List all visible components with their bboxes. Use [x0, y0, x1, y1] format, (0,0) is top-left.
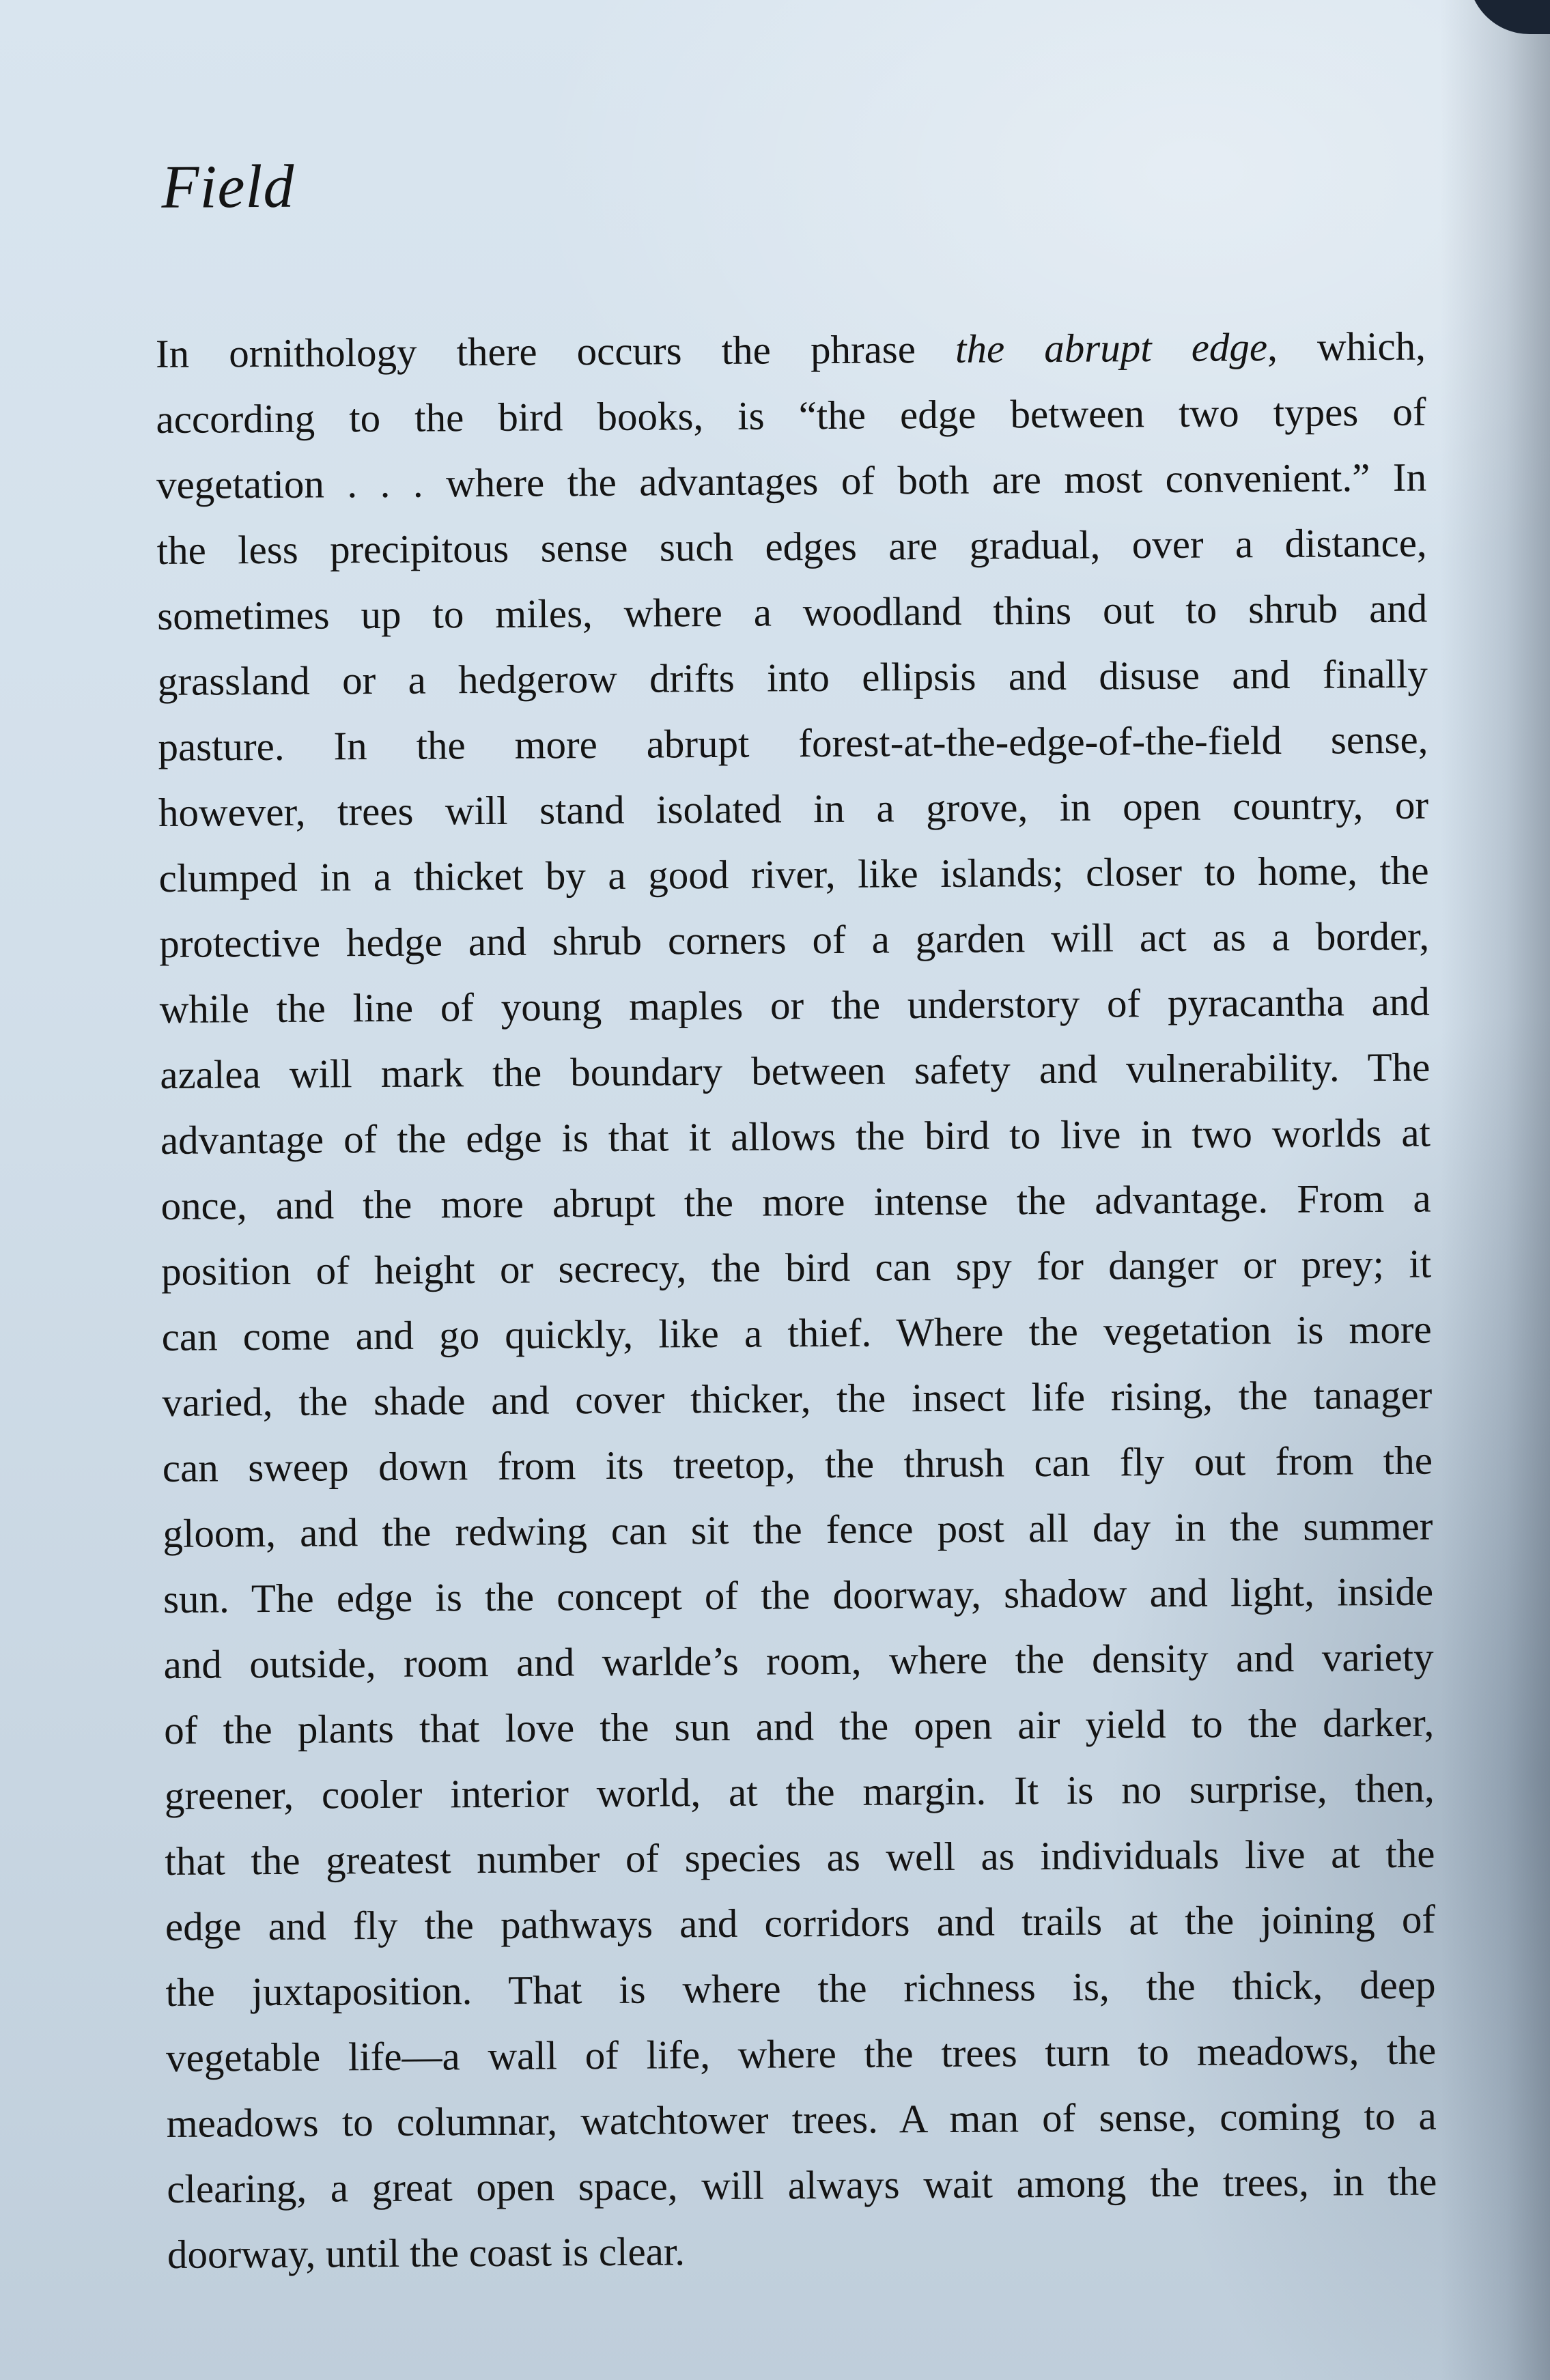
text-line: according to the bird books, is “the edge between two types of	[156, 388, 1426, 442]
text-line: vegetation . . . where the advantages of both are most convenient.” In	[156, 454, 1427, 507]
text-line: edge and fly the pathways and corridors and trails at the joining of	[165, 1896, 1436, 1949]
text-line: clumped in a thicket by a good river, like islands; closer to home, the	[158, 847, 1429, 901]
text-line: In ornithology there occurs the phrase the abrupt edge, which,	[155, 323, 1426, 376]
text-line: can sweep down from its treetop, the thrush can fly out from the	[162, 1437, 1433, 1490]
text-line: however, trees will stand isolated in a grove, in open country, or	[158, 782, 1429, 835]
text-line: gloom, and the redwing can sit the fence post all day in the summer	[163, 1503, 1433, 1556]
italic-phrase: the abrupt edge	[955, 324, 1268, 371]
text-line: that the greatest number of species as well as individuals live at the	[165, 1830, 1435, 1884]
text-line: position of height or secrecy, the bird can spy for danger or prey; it	[160, 1241, 1432, 1294]
page-title: Field	[161, 152, 295, 221]
text-block	[154, 129, 1437, 2287]
text-line: once, and the more abrupt the more intense the advantage. From a	[160, 1175, 1431, 1228]
text-line: doorway, until the coast is clear.	[167, 2228, 686, 2277]
text-line: clearing, a great open space, will always wait among the trees, in the	[167, 2158, 1437, 2211]
body-paragraph	[156, 313, 1438, 2287]
text-line: grassland or a hedgerow drifts into ellipsis and disuse and finally	[157, 651, 1428, 704]
text-line: while the line of young maples or the understory of pyracantha and	[159, 978, 1430, 1032]
text-line: advantage of the edge is that it allows the bird to live in two worlds at	[160, 1109, 1431, 1163]
text-line: the less precipitous sense such edges are gradual, over a distance,	[156, 520, 1427, 573]
text-line: varied, the shade and cover thicker, the insect life rising, the tanager	[162, 1372, 1433, 1425]
text-line: can come and go quickly, like a thief. Where the vegetation is more	[161, 1306, 1432, 1359]
text-line: meadows to columnar, watchtower trees. A man of sense, coming to a	[166, 2093, 1437, 2146]
text-line: of the plants that love the sun and the open air yield to the darker,	[164, 1699, 1435, 1753]
text-line: sun. The edge is the concept of the doorway, shadow and light, inside	[163, 1568, 1434, 1621]
text-line: protective hedge and shrub corners of a garden will act as a border,	[159, 913, 1430, 966]
page-curve-shadow	[1441, 0, 1550, 2380]
text-line: sometimes up to miles, where a woodland thins out to shrub and	[157, 585, 1428, 638]
text-line: vegetable life—a wall of life, where the trees turn to meadows, the	[165, 2027, 1437, 2080]
text-line: pasture. In the more abrupt forest-at-the-edge-of-the-field sense,	[158, 716, 1428, 769]
text-line: azalea will mark the boundary between safety and vulnerability. The	[160, 1044, 1431, 1097]
text-line: and outside, room and warlde’s room, where the density and variety	[163, 1634, 1434, 1687]
text-line: the juxtaposition. That is where the richness is, the thick, deep	[165, 1961, 1436, 2015]
text-line: greener, cooler interior world, at the margin. It is no surprise, then,	[164, 1765, 1435, 1818]
